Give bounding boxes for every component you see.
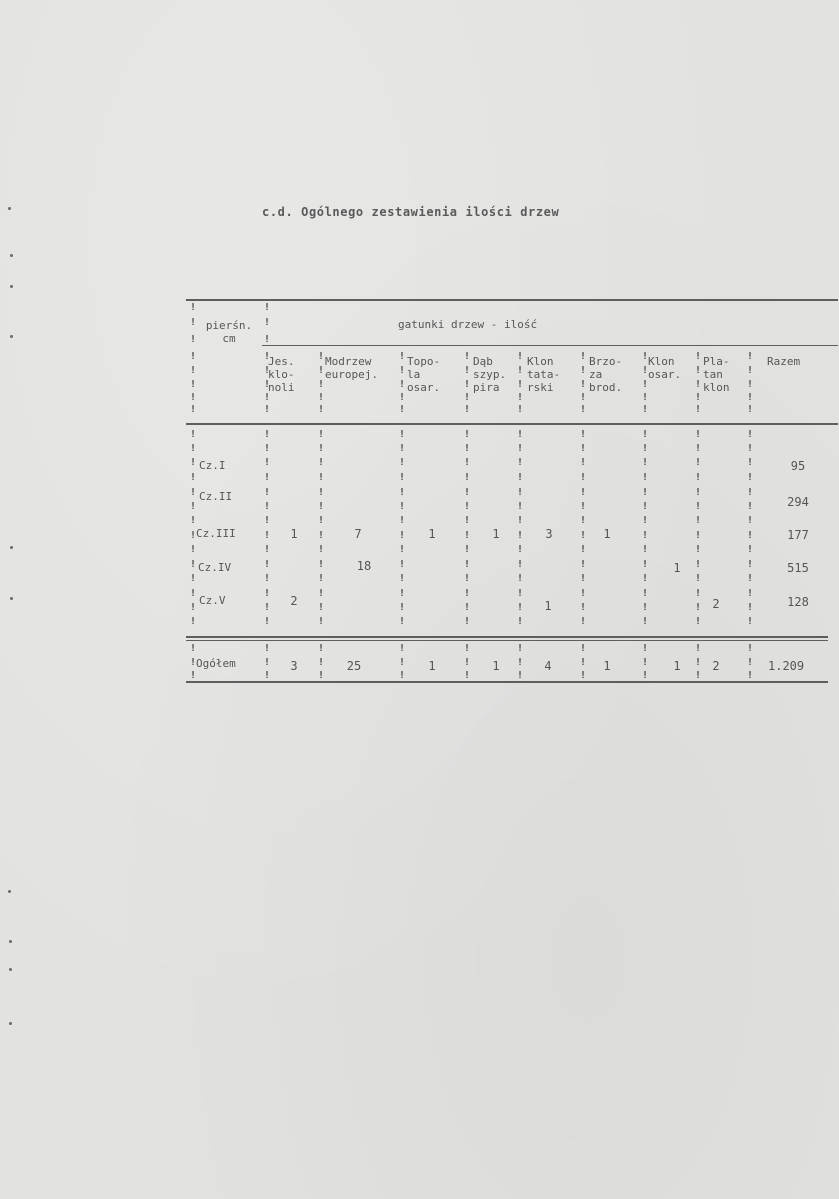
column-separator-mark: !: [464, 602, 471, 613]
column-separator-mark: !: [580, 544, 587, 555]
column-separator-mark: !: [399, 573, 406, 584]
column-separator-mark: !: [747, 544, 754, 555]
species-header-jesion: Jes. klo- noli: [268, 355, 295, 394]
group-header-rule: [262, 345, 838, 346]
total-row-label: Ogółem: [196, 657, 236, 670]
species-header-razem: Razem: [767, 355, 801, 368]
column-separator-mark: !: [517, 643, 524, 654]
column-separator-mark: !: [517, 404, 524, 415]
column-separator-mark: !: [517, 530, 524, 541]
column-separator-mark: !: [264, 472, 271, 483]
column-separator-mark: !: [318, 351, 325, 362]
column-separator-mark: !: [399, 443, 406, 454]
table-cell: 177: [787, 528, 809, 542]
column-separator-mark: !: [747, 602, 754, 613]
column-separator-mark: !: [580, 365, 587, 376]
column-separator-mark: !: [464, 515, 471, 526]
column-separator-mark: !: [580, 559, 587, 570]
column-separator-mark: !: [747, 351, 754, 362]
column-separator-mark: !: [580, 443, 587, 454]
table-cell: 7: [354, 527, 362, 541]
header-bottom-rule: [186, 423, 838, 425]
column-separator-mark: !: [264, 317, 271, 328]
total-cell: 1: [603, 659, 611, 673]
column-separator-mark: !: [695, 404, 702, 415]
column-separator-mark: !: [318, 429, 325, 440]
column-separator-mark: !: [399, 457, 406, 468]
column-separator-mark: !: [695, 351, 702, 362]
column-separator-mark: !: [747, 457, 754, 468]
column-separator-mark: !: [190, 501, 197, 512]
column-separator-mark: !: [190, 334, 197, 345]
column-separator-mark: !: [264, 670, 271, 681]
column-separator-mark: !: [190, 317, 197, 328]
column-separator-mark: !: [747, 515, 754, 526]
column-separator-mark: !: [399, 351, 406, 362]
column-separator-mark: !: [399, 559, 406, 570]
column-separator-mark: !: [318, 602, 325, 613]
column-separator-mark: !: [580, 487, 587, 498]
column-separator-mark: !: [517, 515, 524, 526]
column-separator-mark: !: [318, 643, 325, 654]
column-separator-mark: !: [695, 670, 702, 681]
column-separator-mark: !: [318, 392, 325, 403]
column-separator-mark: !: [264, 643, 271, 654]
column-separator-mark: !: [642, 487, 649, 498]
column-separator-mark: !: [580, 379, 587, 390]
column-separator-mark: !: [399, 670, 406, 681]
species-header-dab: Dąb szyp. pira: [473, 355, 507, 394]
column-separator-mark: !: [695, 616, 702, 627]
column-separator-mark: !: [642, 429, 649, 440]
column-separator-mark: !: [580, 392, 587, 403]
column-separator-mark: !: [695, 472, 702, 483]
column-separator-mark: !: [517, 573, 524, 584]
column-separator-mark: !: [190, 657, 197, 668]
column-separator-mark: !: [747, 487, 754, 498]
column-separator-mark: !: [695, 365, 702, 376]
column-separator-mark: !: [642, 670, 649, 681]
column-separator-mark: !: [580, 501, 587, 512]
column-separator-mark: !: [747, 657, 754, 668]
column-separator-mark: !: [318, 616, 325, 627]
column-separator-mark: !: [264, 334, 271, 345]
column-separator-mark: !: [190, 616, 197, 627]
column-separator-mark: !: [318, 515, 325, 526]
column-separator-mark: !: [190, 559, 197, 570]
column-separator-mark: !: [318, 501, 325, 512]
column-separator-mark: !: [464, 544, 471, 555]
column-separator-mark: !: [695, 515, 702, 526]
column-separator-mark: !: [399, 487, 406, 498]
column-separator-mark: !: [580, 515, 587, 526]
column-separator-mark: !: [642, 392, 649, 403]
total-cell: 3: [290, 659, 298, 673]
column-separator-mark: !: [190, 429, 197, 440]
column-separator-mark: !: [464, 365, 471, 376]
column-separator-mark: !: [464, 501, 471, 512]
column-separator-mark: !: [517, 487, 524, 498]
first-column-header: pierśn. cm: [205, 319, 253, 345]
table-cell: 18: [356, 559, 372, 573]
column-separator-mark: !: [695, 573, 702, 584]
column-separator-mark: !: [517, 365, 524, 376]
species-header-klon-osar: Klon osar.: [648, 355, 682, 381]
column-separator-mark: !: [642, 643, 649, 654]
column-separator-mark: !: [190, 392, 197, 403]
total-cell: 1: [428, 659, 436, 673]
column-separator-mark: !: [190, 573, 197, 584]
column-separator-mark: !: [517, 392, 524, 403]
column-separator-mark: !: [464, 351, 471, 362]
column-separator-mark: !: [190, 487, 197, 498]
total-cell: 1: [492, 659, 500, 673]
column-separator-mark: !: [264, 365, 271, 376]
column-separator-mark: !: [399, 404, 406, 415]
column-separator-mark: !: [747, 670, 754, 681]
column-separator-mark: !: [264, 501, 271, 512]
column-separator-mark: !: [464, 443, 471, 454]
group-header: gatunki drzew - ilość: [398, 318, 538, 331]
column-separator-mark: !: [580, 670, 587, 681]
column-separator-mark: !: [580, 404, 587, 415]
table-cell: 515: [787, 561, 809, 575]
column-separator-mark: !: [318, 472, 325, 483]
column-separator-mark: !: [642, 351, 649, 362]
column-separator-mark: !: [747, 472, 754, 483]
column-separator-mark: !: [695, 457, 702, 468]
column-separator-mark: !: [747, 443, 754, 454]
column-separator-mark: !: [580, 351, 587, 362]
column-separator-mark: !: [464, 588, 471, 599]
column-separator-mark: !: [190, 515, 197, 526]
column-separator-mark: !: [747, 501, 754, 512]
column-separator-mark: !: [264, 602, 271, 613]
column-separator-mark: !: [264, 443, 271, 454]
column-separator-mark: !: [464, 457, 471, 468]
column-separator-mark: !: [318, 443, 325, 454]
column-separator-mark: !: [747, 559, 754, 570]
column-separator-mark: !: [695, 487, 702, 498]
column-separator-mark: !: [264, 487, 271, 498]
column-separator-mark: !: [517, 657, 524, 668]
column-separator-mark: !: [517, 559, 524, 570]
table-cell: 1: [290, 527, 298, 541]
row-label: Cz.V: [199, 594, 226, 607]
column-separator-mark: !: [318, 657, 325, 668]
column-separator-mark: !: [264, 351, 271, 362]
column-separator-mark: !: [190, 530, 197, 541]
column-separator-mark: !: [747, 588, 754, 599]
column-separator-mark: !: [580, 616, 587, 627]
column-separator-mark: !: [642, 365, 649, 376]
column-separator-mark: !: [642, 530, 649, 541]
column-separator-mark: !: [580, 530, 587, 541]
column-separator-mark: !: [464, 530, 471, 541]
table-cell: 1: [492, 527, 500, 541]
column-separator-mark: !: [642, 573, 649, 584]
column-separator-mark: !: [747, 573, 754, 584]
column-separator-mark: !: [318, 559, 325, 570]
column-separator-mark: !: [190, 351, 197, 362]
column-separator-mark: !: [190, 602, 197, 613]
column-separator-mark: !: [580, 602, 587, 613]
page-title: c.d. Ogólnego zestawienia ilości drzew: [262, 205, 560, 219]
column-separator-mark: !: [464, 670, 471, 681]
column-separator-mark: !: [695, 443, 702, 454]
column-separator-mark: !: [264, 616, 271, 627]
column-separator-mark: !: [190, 472, 197, 483]
column-separator-mark: !: [642, 404, 649, 415]
column-separator-mark: !: [190, 643, 197, 654]
species-header-topola: Topo- la osar.: [407, 355, 441, 394]
column-separator-mark: !: [517, 670, 524, 681]
column-separator-mark: !: [318, 588, 325, 599]
column-separator-mark: !: [642, 443, 649, 454]
column-separator-mark: !: [580, 657, 587, 668]
column-separator-mark: !: [580, 472, 587, 483]
column-separator-mark: !: [464, 472, 471, 483]
column-separator-mark: !: [747, 616, 754, 627]
column-separator-mark: !: [747, 643, 754, 654]
column-separator-mark: !: [747, 392, 754, 403]
column-separator-mark: !: [517, 616, 524, 627]
column-separator-mark: !: [264, 515, 271, 526]
column-separator-mark: !: [399, 515, 406, 526]
column-separator-mark: !: [642, 544, 649, 555]
column-separator-mark: !: [399, 472, 406, 483]
column-separator-mark: !: [264, 379, 271, 390]
column-separator-mark: !: [318, 379, 325, 390]
column-separator-mark: !: [399, 429, 406, 440]
column-separator-mark: !: [580, 573, 587, 584]
column-separator-mark: !: [399, 643, 406, 654]
column-separator-mark: !: [642, 501, 649, 512]
column-separator-mark: !: [264, 302, 271, 313]
column-separator-mark: !: [517, 429, 524, 440]
column-separator-mark: !: [695, 588, 702, 599]
column-separator-mark: !: [642, 616, 649, 627]
table-cell: 294: [787, 495, 809, 509]
column-separator-mark: !: [190, 365, 197, 376]
column-separator-mark: !: [264, 530, 271, 541]
column-separator-mark: !: [399, 616, 406, 627]
column-separator-mark: !: [517, 457, 524, 468]
column-separator-mark: !: [318, 544, 325, 555]
table-cell: 128: [787, 595, 809, 609]
column-separator-mark: !: [642, 515, 649, 526]
column-separator-mark: !: [695, 530, 702, 541]
column-separator-mark: !: [517, 544, 524, 555]
column-separator-mark: !: [464, 616, 471, 627]
column-separator-mark: !: [318, 404, 325, 415]
column-separator-mark: !: [464, 404, 471, 415]
column-separator-mark: !: [695, 392, 702, 403]
species-header-brzoza: Brzo- za brod.: [589, 355, 623, 394]
total-cell: 4: [544, 659, 552, 673]
column-separator-mark: !: [580, 429, 587, 440]
column-separator-mark: !: [580, 588, 587, 599]
column-separator-mark: !: [747, 429, 754, 440]
column-separator-mark: !: [464, 379, 471, 390]
total-top-rule: [186, 640, 828, 641]
column-separator-mark: !: [264, 544, 271, 555]
table-cell: 1: [428, 527, 436, 541]
row-label: Cz.IV: [198, 561, 232, 574]
table-cell: 1: [603, 527, 611, 541]
column-separator-mark: !: [695, 501, 702, 512]
column-separator-mark: !: [642, 657, 649, 668]
column-separator-mark: !: [399, 588, 406, 599]
column-separator-mark: !: [642, 559, 649, 570]
column-separator-mark: !: [464, 643, 471, 654]
column-separator-mark: !: [264, 657, 271, 668]
column-separator-mark: !: [190, 302, 197, 313]
table-cell: 1: [544, 599, 552, 613]
column-separator-mark: !: [747, 404, 754, 415]
column-separator-mark: !: [464, 392, 471, 403]
column-separator-mark: !: [264, 588, 271, 599]
column-separator-mark: !: [264, 429, 271, 440]
column-separator-mark: !: [318, 573, 325, 584]
column-separator-mark: !: [695, 429, 702, 440]
column-separator-mark: !: [580, 643, 587, 654]
column-separator-mark: !: [190, 443, 197, 454]
column-separator-mark: !: [642, 602, 649, 613]
table-top-rule: [186, 299, 838, 301]
column-separator-mark: !: [580, 457, 587, 468]
column-separator-mark: !: [695, 602, 702, 613]
column-separator-mark: !: [399, 365, 406, 376]
column-separator-mark: !: [464, 429, 471, 440]
table-cell: 2: [290, 594, 298, 608]
total-cell: 1: [673, 659, 681, 673]
column-separator-mark: !: [318, 530, 325, 541]
table-cell: 2: [712, 597, 720, 611]
column-separator-mark: !: [747, 530, 754, 541]
column-separator-mark: !: [190, 670, 197, 681]
column-separator-mark: !: [399, 544, 406, 555]
table-cell: 1: [673, 561, 681, 575]
column-separator-mark: !: [642, 457, 649, 468]
row-label: Cz.I: [199, 459, 226, 472]
column-separator-mark: !: [517, 351, 524, 362]
species-header-modrzew: Modrzew europej.: [325, 355, 378, 381]
column-separator-mark: !: [318, 457, 325, 468]
column-separator-mark: !: [747, 365, 754, 376]
column-separator-mark: !: [190, 404, 197, 415]
column-separator-mark: !: [190, 457, 197, 468]
total-cell: 2: [712, 659, 720, 673]
total-cell: 25: [346, 659, 362, 673]
column-separator-mark: !: [517, 443, 524, 454]
column-separator-mark: !: [747, 379, 754, 390]
column-separator-mark: !: [517, 602, 524, 613]
column-separator-mark: !: [517, 588, 524, 599]
column-separator-mark: !: [318, 365, 325, 376]
column-separator-mark: !: [399, 379, 406, 390]
column-separator-mark: !: [517, 501, 524, 512]
column-separator-mark: !: [264, 457, 271, 468]
body-bottom-rule: [186, 636, 828, 638]
column-separator-mark: !: [264, 559, 271, 570]
column-separator-mark: !: [264, 392, 271, 403]
total-cell: 1.209: [768, 659, 805, 673]
column-separator-mark: !: [695, 657, 702, 668]
column-separator-mark: !: [464, 657, 471, 668]
species-header-platan: Pla- tan klon: [703, 355, 730, 394]
column-separator-mark: !: [642, 472, 649, 483]
column-separator-mark: !: [517, 379, 524, 390]
column-separator-mark: !: [517, 472, 524, 483]
column-separator-mark: !: [318, 487, 325, 498]
species-header-klon-tatarski: Klon tata- rski: [527, 355, 561, 394]
column-separator-mark: !: [464, 573, 471, 584]
column-separator-mark: !: [695, 379, 702, 390]
column-separator-mark: !: [464, 487, 471, 498]
table-bottom-rule: [186, 681, 828, 683]
column-separator-mark: !: [695, 643, 702, 654]
row-label: Cz.III: [196, 527, 236, 540]
column-separator-mark: !: [190, 544, 197, 555]
column-separator-mark: !: [642, 379, 649, 390]
column-separator-mark: !: [399, 501, 406, 512]
table-cell: 95: [790, 459, 806, 473]
column-separator-mark: !: [190, 588, 197, 599]
column-separator-mark: !: [695, 544, 702, 555]
column-separator-mark: !: [399, 602, 406, 613]
column-separator-mark: !: [399, 392, 406, 403]
column-separator-mark: !: [464, 559, 471, 570]
column-separator-mark: !: [264, 404, 271, 415]
column-separator-mark: !: [642, 588, 649, 599]
column-separator-mark: !: [264, 573, 271, 584]
column-separator-mark: !: [190, 379, 197, 390]
column-separator-mark: !: [318, 670, 325, 681]
column-separator-mark: !: [695, 559, 702, 570]
row-label: Cz.II: [199, 490, 233, 503]
column-separator-mark: !: [399, 657, 406, 668]
column-separator-mark: !: [399, 530, 406, 541]
table-cell: 3: [545, 527, 553, 541]
